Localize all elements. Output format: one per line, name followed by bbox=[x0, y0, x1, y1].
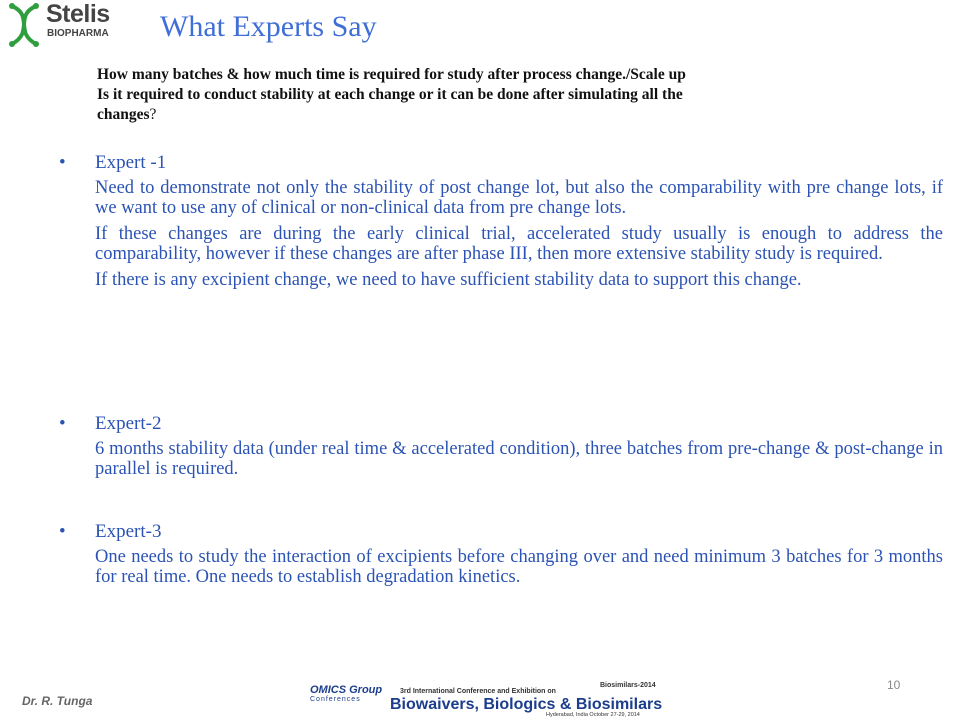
company-logo bbox=[4, 2, 154, 48]
expert-2-section bbox=[55, 413, 943, 479]
question-line-2: Is it required to conduct stability at each change or it can be done after simulating all the bbox=[97, 86, 683, 103]
expert-3-section bbox=[55, 521, 943, 587]
expert-paragraph: If there is any excipient change, we need to have sufficient stability data to support this change. bbox=[95, 270, 802, 290]
banner-org-sub: Conferences bbox=[310, 696, 361, 703]
expert-name: Expert-2 bbox=[95, 413, 162, 434]
page-number: 10 bbox=[887, 678, 901, 692]
question-line-3-text: changes bbox=[97, 106, 150, 123]
banner-org: OMICS Group bbox=[310, 684, 383, 696]
question-line-3 bbox=[97, 105, 917, 125]
expert-paragraph: If these changes are during the early clinical trial, accelerated study usually is enough to address the comparability, however if these changes are after phase III, then more extensive stability study is required. bbox=[95, 224, 943, 264]
bullet-icon: • bbox=[59, 521, 66, 542]
question-block bbox=[97, 65, 917, 125]
question-line-1: How many batches & how much time is required for study after process change./Scale up bbox=[97, 66, 686, 83]
footer-author: Dr. R. Tunga bbox=[22, 694, 93, 708]
slide-title: What Experts Say bbox=[160, 10, 377, 43]
logo-subtitle: BIOPHARMA bbox=[47, 28, 109, 39]
banner-main-title: Biowaivers, Biologics & Biosimilars bbox=[390, 696, 663, 713]
expert-3-heading bbox=[55, 521, 943, 543]
expert-1-section bbox=[55, 152, 943, 290]
expert-paragraph: One needs to study the interaction of excipients before changing over and need minimum 3 batches for 3 months for real time. One needs to establish degradation kinetics. bbox=[95, 547, 943, 587]
bullet-icon: • bbox=[59, 152, 66, 173]
expert-name: Expert-3 bbox=[95, 521, 162, 542]
expert-1-heading bbox=[55, 152, 943, 174]
banner-location: Hyderabad, India October 27-29, 2014 bbox=[546, 712, 640, 718]
conference-banner bbox=[310, 682, 670, 718]
expert-name: Expert -1 bbox=[95, 152, 167, 173]
expert-paragraph: 6 months stability data (under real time & accelerated condition), three batches from pre-change & post-change in parallel is required. bbox=[95, 439, 943, 479]
bullet-icon: • bbox=[59, 413, 66, 434]
banner-conference: 3rd International Conference and Exhibition on bbox=[400, 688, 556, 695]
logo-name: Stelis bbox=[46, 0, 110, 28]
question-mark: ? bbox=[149, 106, 157, 123]
expert-paragraph: Need to demonstrate not only the stability of post change lot, but also the comparability with pre change lots, if we want to use any of clinical or non-clinical data from pre change lots. bbox=[95, 178, 943, 218]
dna-molecule-icon bbox=[4, 2, 44, 48]
banner-tag: Biosimilars-2014 bbox=[600, 682, 656, 689]
expert-2-heading bbox=[55, 413, 943, 435]
